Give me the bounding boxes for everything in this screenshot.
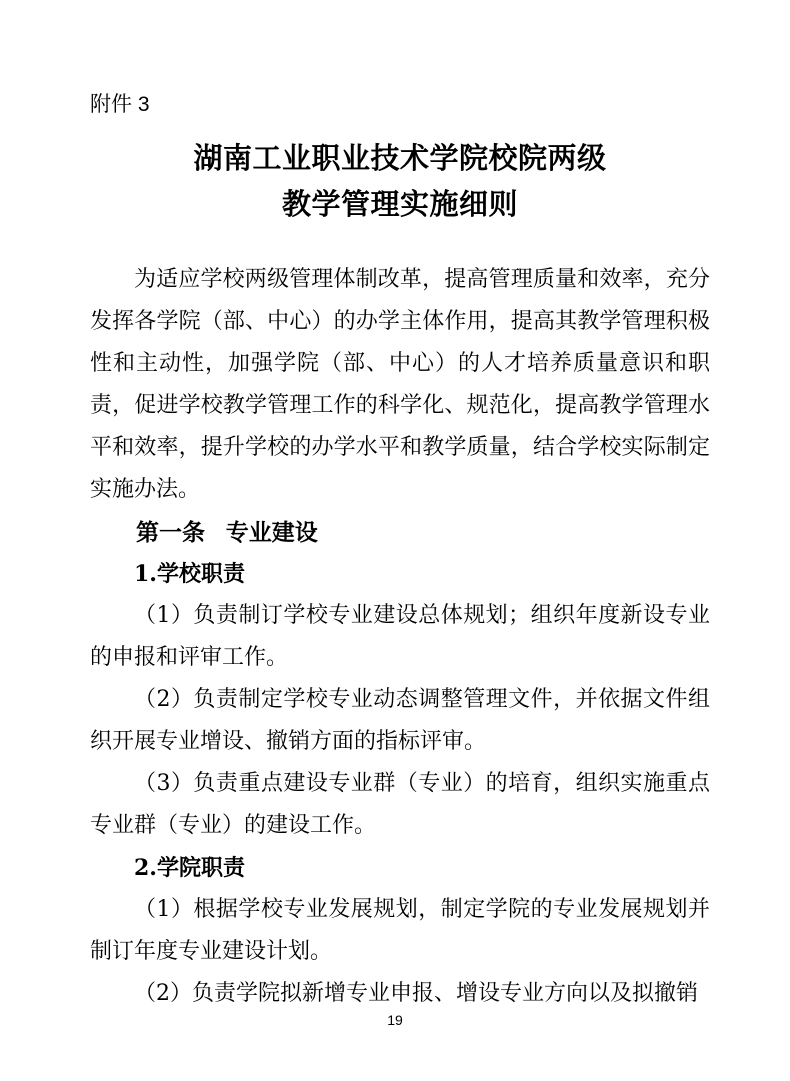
attachment-label: 附件 3: [90, 93, 150, 116]
section-1-number: 第一条: [136, 519, 205, 545]
subsection-2-item-1: （1）根据学校专业发展规划，制定学院的专业发展规划并制订年度专业建设计划。: [90, 897, 710, 964]
document-title-line2: 教学管理实施细则: [281, 187, 518, 221]
subsection-1-item-3: （3）负责重点建设专业群（专业）的培育，组织实施重点专业群（专业）的建设工作。: [90, 771, 710, 838]
document-title: [90, 135, 710, 227]
intro-paragraph: 为适应学校两级管理体制改革，提高管理质量和效率，充分发挥各学院（部、中心）的办学主体作用，提高其教学管理积极性和主动性，加强学院（部、中心）的人才培养质量意识和职责，促进学校教学管理工作的科学化、规范化，提高教学管理水平和效率，提升学校的办学水平和教学质量，结合学校实际制定实施办法。: [90, 267, 710, 502]
subsection-1-item-2: （2）负责制定学校专业动态调整管理文件，并依据文件组织开展专业增设、撤销方面的指标评审。: [90, 687, 710, 754]
subsection-1-heading: 1.学校职责: [134, 561, 245, 587]
document-title-line1: 湖南工业职业技术学院校院两级: [193, 141, 607, 175]
section-1-heading: [90, 511, 710, 553]
section-1-title: 专业建设: [225, 519, 318, 545]
subsection-2-heading: 2.学院职责: [134, 855, 245, 881]
page-number: 19: [387, 1012, 403, 1028]
subsection-1-item-1: （1）负责制订学校专业建设总体规划；组织年度新设专业的申报和评审工作。: [90, 603, 710, 670]
subsection-2-item-2: （2）负责学院拟新增专业申报、增设专业方向以及拟撤销: [134, 981, 698, 1006]
